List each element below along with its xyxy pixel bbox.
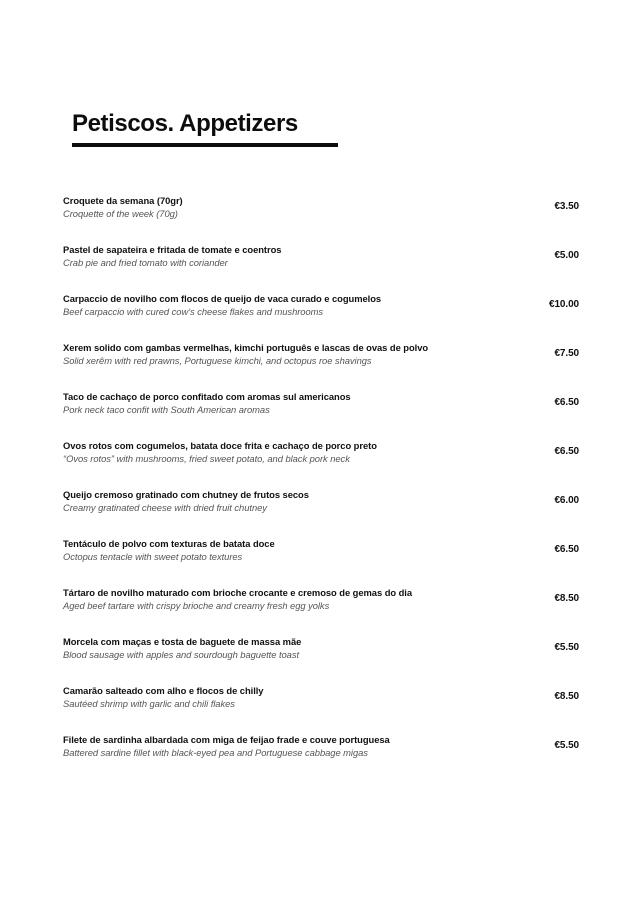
- appetizers-menu-list: [63, 182, 579, 770]
- title-underline-rule: [72, 143, 338, 147]
- menu-item-description: Croquette of the week (70g): [63, 207, 178, 219]
- menu-item-description: Sautéed shrimp with garlic and chili flakes: [63, 697, 235, 709]
- menu-item-name: Ovos rotos com cogumelos, batata doce frita e cachaço de porco preto: [63, 439, 377, 451]
- menu-item-price: €5.50: [554, 642, 579, 653]
- menu-item-price: €6.50: [554, 544, 579, 555]
- menu-item-text: [63, 537, 517, 563]
- menu-item-text: [63, 684, 517, 710]
- menu-item-price: €10.00: [549, 299, 579, 310]
- menu-item-name: Morcela com maças e tosta de baguete de massa mãe: [63, 635, 302, 647]
- menu-item: [63, 231, 579, 280]
- menu-item-text: [63, 586, 517, 612]
- menu-item-price: €8.50: [554, 691, 579, 702]
- menu-item-price: €3.50: [554, 201, 579, 212]
- menu-item-description: Beef carpaccio with cured cow’s cheese flakes and mushrooms: [63, 305, 324, 317]
- menu-item-name: Carpaccio de novilho com flocos de queijo de vaca curado e cogumelos: [63, 292, 382, 304]
- menu-item-text: [63, 488, 517, 514]
- menu-item: [63, 280, 579, 329]
- menu-item-text: [63, 733, 517, 759]
- menu-item-text: [63, 292, 517, 318]
- menu-item-text: [63, 439, 517, 465]
- menu-item-price: €7.50: [554, 348, 579, 359]
- menu-item-price: €5.50: [554, 740, 579, 751]
- menu-item-description: Battered sardine fillet with black-eyed pea and Portuguese cabbage migas: [63, 746, 368, 758]
- menu-item: [63, 672, 579, 721]
- menu-item-name: Camarão salteado com alho e flocos de chilly: [63, 684, 264, 696]
- menu-item: [63, 427, 579, 476]
- menu-item-price: €5.00: [554, 250, 579, 261]
- menu-item-description: Crab pie and fried tomato with coriander: [63, 256, 228, 268]
- menu-item-description: Octopus tentacle with sweet potato textures: [63, 550, 243, 562]
- menu-item-name: Xerem solido com gambas vermelhas, kimchi português e lascas de ovas de polvo: [63, 341, 429, 353]
- menu-item: [63, 574, 579, 623]
- menu-item-name: Pastel de sapateira e fritada de tomate e coentros: [63, 243, 282, 255]
- section-header: [72, 111, 552, 147]
- menu-item-name: Tártaro de novilho maturado com brioche crocante e cremoso de gemas do dia: [63, 586, 412, 598]
- menu-item-description: Solid xerêm with red prawns, Portuguese kimchi, and octopus roe shavings: [63, 354, 372, 366]
- menu-item-price: €6.00: [554, 495, 579, 506]
- menu-item-price: €8.50: [554, 593, 579, 604]
- menu-item-description: Blood sausage with apples and sourdough baguette toast: [63, 648, 300, 660]
- menu-item: [63, 525, 579, 574]
- menu-item: [63, 182, 579, 231]
- menu-item-name: Tentáculo de polvo com texturas de batata doce: [63, 537, 275, 549]
- menu-item-description: Creamy gratinated cheese with dried fruit chutney: [63, 501, 267, 513]
- menu-item: [63, 476, 579, 525]
- menu-item: [63, 329, 579, 378]
- menu-item-name: Taco de cachaço de porco confitado com aromas sul americanos: [63, 390, 351, 402]
- menu-item-price: €6.50: [554, 446, 579, 457]
- menu-item-description: “Ovos rotos” with mushrooms, fried sweet potato, and black pork neck: [63, 452, 350, 464]
- menu-item-text: [63, 341, 517, 367]
- menu-item-name: Filete de sardinha albardada com miga de feijao frade e couve portuguesa: [63, 733, 390, 745]
- page-title: Petiscos. Appetizers: [72, 110, 298, 137]
- menu-item: [63, 623, 579, 672]
- menu-item: [63, 378, 579, 427]
- menu-item-description: Aged beef tartare with crispy brioche and creamy fresh egg yolks: [63, 599, 330, 611]
- menu-item-text: [63, 243, 517, 269]
- menu-item-name: Queijo cremoso gratinado com chutney de frutos secos: [63, 488, 309, 500]
- menu-item-price: €6.50: [554, 397, 579, 408]
- menu-item-text: [63, 390, 517, 416]
- menu-item-name: Croquete da semana (70gr): [63, 194, 183, 206]
- menu-item-text: [63, 635, 517, 661]
- menu-item-description: Pork neck taco confit with South American aromas: [63, 403, 270, 415]
- menu-item: [63, 721, 579, 770]
- menu-item-text: [63, 194, 517, 220]
